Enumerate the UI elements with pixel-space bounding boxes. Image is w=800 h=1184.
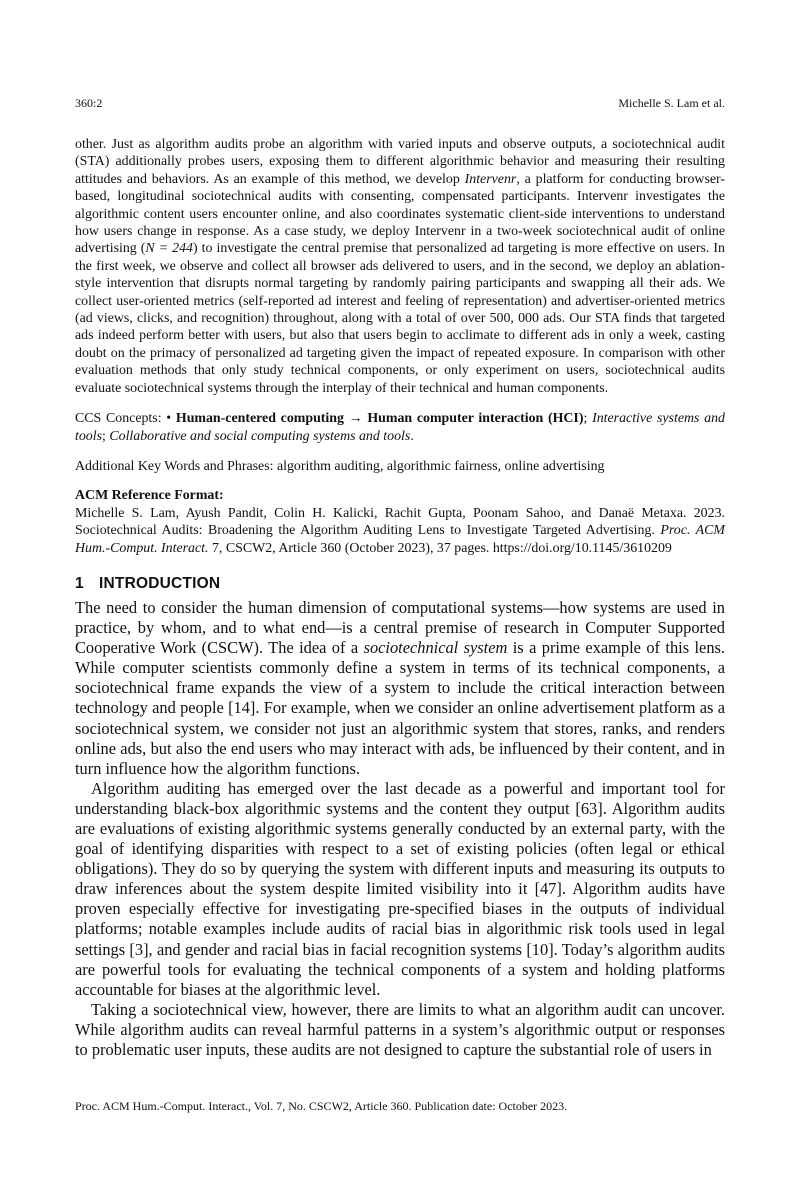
- abstract-emphasis: Intervenr: [464, 171, 517, 187]
- ccs-sep-2: ;: [102, 428, 110, 444]
- intro-text-1b: is a prime example of this lens. While computer scientists commonly define a system in terms of its technical components, a sociotechnical frame expands the view of a system to include the critical interaction between technology and people [14]. For example, when we consider an online advertisement platform as a sociotechnical system, we consider not just an algorithmic system that stores, ranks, and renders online ads, but also the end users who may interact with ads, be influenced by their content, and in turn influence how the algorithm functions.: [75, 638, 725, 778]
- paper-page: [75, 96, 725, 1060]
- ccs-concepts: [75, 410, 725, 445]
- page-number: 360:2: [75, 96, 103, 110]
- ccs-label: CCS Concepts: •: [75, 411, 176, 427]
- intro-text-1a: The need to consider the human dimension of computational systems—how systems are used in practice, by whom, and to what end—is a central premise of research in Computer Supported Cooperative Work (CSCW). The idea of a: [75, 597, 725, 658]
- intro-paragraph-1: [75, 598, 725, 779]
- intro-paragraph-2: Algorithm auditing has emerged over the last decade as a powerful and important tool for understanding black-box algorithmic systems and the content they output [63]. Algorithm audits are evaluations of existing algorithmic systems generally conducted by an external party, with the goal of identifying disparities with respect to a set of existing policies (often legal or ethical obligations). They do so by querying the system with different inputs and measuring its outputs to draw inferences about the system despite limited visibility into it [47]. Algorithm audits have proven especially effective for investigating pre-specified biases in the outputs of individual platforms; notable examples include audits of racial bias in algorithmic risk tools used in legal settings [3], and gender and racial bias in facial recognition systems [10]. Today’s algorithm audits are powerful tools for evaluating the technical components of a system and holding platforms accountable for biases at the algorithmic level.: [75, 778, 725, 999]
- section-title: INTRODUCTION: [99, 574, 221, 592]
- ccs-italic-2: Collaborative and social computing systems and tools: [109, 428, 411, 444]
- abstract-math: N = 244: [145, 241, 193, 257]
- ccs-end: .: [410, 428, 414, 444]
- running-authors: Michelle S. Lam et al.: [618, 96, 725, 110]
- reference-text-2: 7, CSCW2, Article 360 (October 2023), 37 pages. https://doi.org/10.1145/3610209: [208, 540, 672, 556]
- reference-format: [75, 505, 725, 557]
- abstract-text-2: , a platform for conducting browser-based, longitudinal sociotechnical audits with consenting, compensated participants. Intervenr investigates the algorithmic content users encounter online, and also coordinates systematic client-side interventions to understand how users change in response. As a case study, we deploy Intervenr in a two-week sociotechnical audit of online advertising (: [75, 171, 725, 257]
- abstract-paragraph: [75, 136, 725, 397]
- section-number: 1: [75, 574, 84, 592]
- keywords: Additional Key Words and Phrases: algorithm auditing, algorithmic fairness, online advertising: [75, 458, 605, 474]
- ccs-arrow: →: [343, 411, 368, 427]
- introduction-body: [75, 598, 725, 1060]
- ccs-sep-1: ;: [583, 411, 593, 427]
- reference-journal: Proc. ACM Hum.-Comput. Interact.: [75, 523, 725, 556]
- running-head: [75, 96, 725, 110]
- ccs-italic-1: Interactive systems and tools: [75, 411, 725, 444]
- page-footer: Proc. ACM Hum.-Comput. Interact., Vol. 7, No. CSCW2, Article 360. Publication date: October 2023.: [75, 1099, 568, 1113]
- reference-text-1: Michelle S. Lam, Ayush Pandit, Colin H. Kalicki, Rachit Gupta, Poonam Sahoo, and Danaë Metaxa. 2023. Sociotechnical Audits: Broadening the Algorithm Auditing Lens to Investigate Targeted Advertising.: [75, 505, 725, 539]
- intro-emphasis: sociotechnical system: [363, 638, 508, 658]
- ccs-bold-1: Human-centered computing: [175, 411, 344, 427]
- abstract: [75, 136, 725, 397]
- paper-metadata: [75, 410, 725, 557]
- reference-format-title: ACM Reference Format:: [75, 488, 224, 504]
- section-heading-introduction: [75, 574, 725, 594]
- abstract-text-1: other. Just as algorithm audits probe an algorithm with varied inputs and observe outputs, a sociotechnical audit (STA) additionally probes users, exposing them to different algorithmic behavior and measuring their resulting attitudes and behaviors. As an example of this method, we develop: [75, 137, 725, 187]
- abstract-text-3: ) to investigate the central premise that personalized ad targeting is more effective on users. In the first week, we observe and collect all browser ads delivered to users, and in the second, we deploy an ablation-style intervention that disrupts normal targeting by randomly pairing participants and swapping all their ads. We collect user-oriented metrics (self-reported ad interest and feeling of representation) and advertiser-oriented metrics (ad views, clicks, and recognition) throughout, along with a total of over 500, 000 ads. Our STA finds that targeted ads indeed perform better with users, but also that users begin to acclimate to different ads in only a week, casting doubt on the primacy of personalized ad targeting given the impact of repeated exposure. In comparison with other evaluation methods that only study technical components, or only experiment on users, sociotechnical audits evaluate sociotechnical systems through the interplay of their technical and human components.: [75, 241, 725, 396]
- intro-paragraph-3: Taking a sociotechnical view, however, there are limits to what an algorithm audit can uncover. While algorithm audits can reveal harmful patterns in a system’s algorithmic output or responses to problematic user inputs, these audits are not designed to capture the substantial role of users in: [75, 999, 725, 1059]
- ccs-bold-2: Human computer interaction (HCI): [367, 411, 584, 427]
